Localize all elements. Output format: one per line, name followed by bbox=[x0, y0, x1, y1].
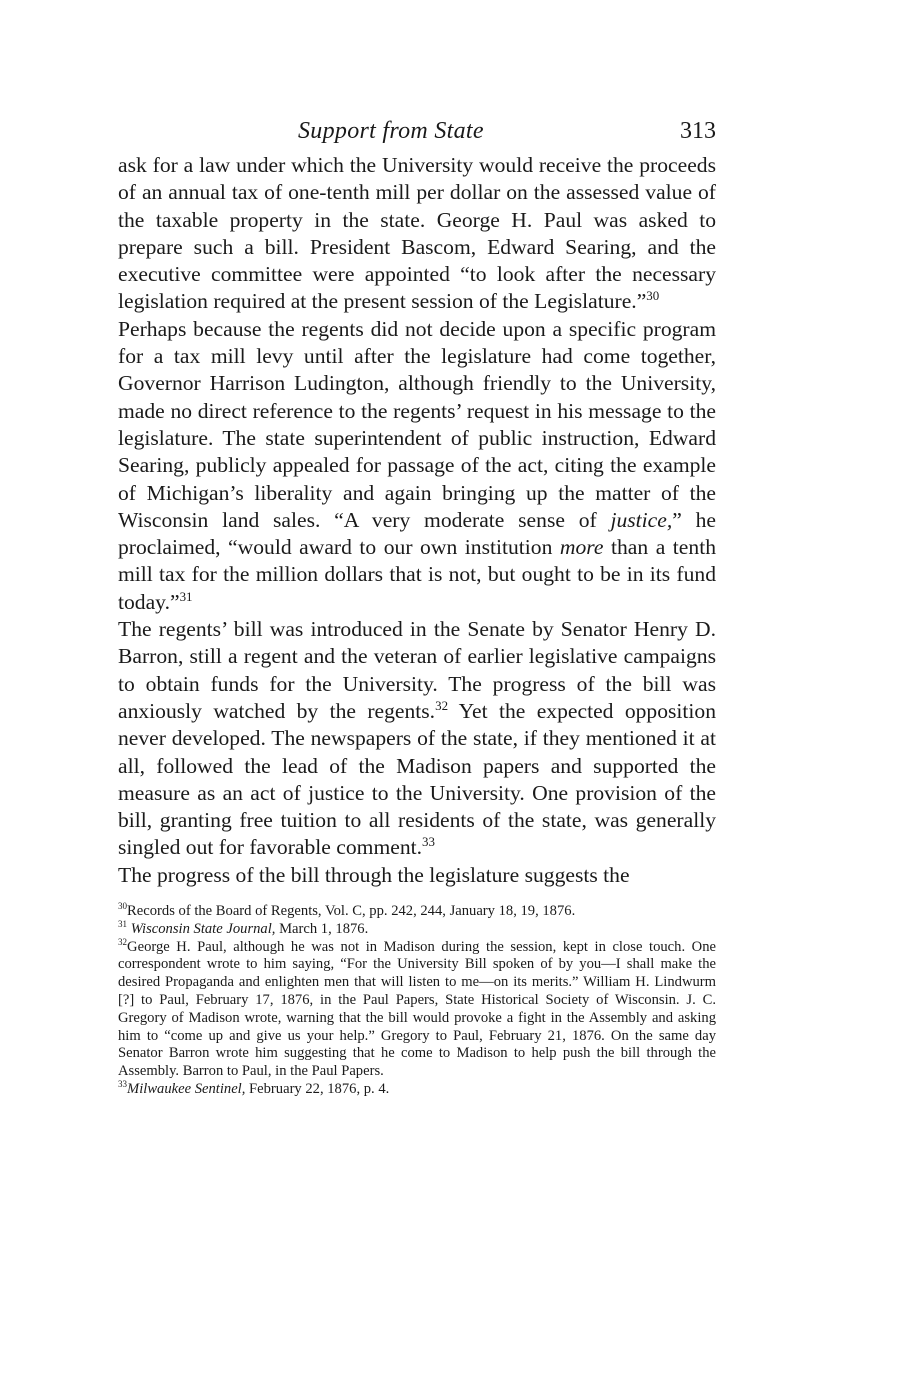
paragraph-4 bbox=[118, 862, 716, 889]
footnote-33-mark: 33 bbox=[118, 1079, 128, 1090]
paragraph-2-part-b: ” he proclaimed, “would award to our own institution bbox=[118, 507, 716, 560]
paragraph-1 bbox=[118, 152, 716, 316]
page-number: 313 bbox=[680, 118, 716, 144]
paragraph-3-part-a: The regents’ bill was introduced in the Senate by Senator Henry D. Barron, still a regent and the veteran of earlier legislative campaigns to obtain funds for the University. The progress of the bill was anxiously watched by the regents. bbox=[118, 617, 716, 723]
running-title: Support from State bbox=[298, 118, 484, 144]
footnote-32-text: George H. Paul, although he was not in Madison during the session, kept in close touch. One correspondent wrote to him saying, “For the University Bill spoken of by you—I shall make the desired Propaganda and enlighten men that will listen to me—on its merits.” William H. Lindwurm [?] to Paul, February 17, 1876, in the Paul Papers, State Historical Society of Wisconsin. J. C. Gregory of Madison wrote, warning that the bill would provoke a fight in the Assembly and asking him to “come up and give us your help.” Gregory to Paul, February 21, 1876. On the same day Senator Barron wrote him suggesting that he come to Madison to help push the bill through the Assembly. Barron to Paul, in the Paul Papers. bbox=[118, 938, 716, 1080]
paragraph-4-text: The progress of the bill through the legislature suggests the bbox=[118, 862, 630, 887]
footnotes bbox=[118, 903, 716, 1099]
emphasis-justice: justice, bbox=[610, 507, 673, 532]
note-ref-31: 31 bbox=[179, 588, 193, 604]
paragraph-2-part-a: Perhaps because the regents did not decide upon a specific program for a tax mill levy until after the legislature had come together, Governor Harrison Ludington, although friendly to the University, made no direct reference to the regents’ request in his message to the legislature. The state superintendent of public instruction, Edward Searing, publicly appealed for passage of the act, citing the example of Michigan’s liberality and again bringing up the matter of the Wisconsin land sales. “A very moderate sense of bbox=[118, 316, 716, 532]
paragraph-2-part-c: than a tenth mill tax for the million dollars that is not, but ought to be in its fund today.” bbox=[118, 535, 716, 614]
footnote-33-text: February 22, 1876, p. 4. bbox=[245, 1080, 390, 1097]
footnote-32 bbox=[118, 936, 716, 1081]
footnote-33 bbox=[118, 1081, 716, 1099]
footnote-32-mark: 32 bbox=[118, 936, 128, 947]
footnote-30 bbox=[118, 903, 716, 921]
footnote-31 bbox=[118, 918, 716, 939]
paragraph-3-part-b: Yet the expected opposition never developed. The newspapers of the state, if they mentioned it at all, followed the lead of the Madison papers and supported the measure as an act of justice to the University. One provision of the bill, granting free tuition to all residents of the state, was generally singled out for favorable comment. bbox=[118, 698, 716, 860]
paragraph-2 bbox=[118, 316, 716, 616]
paragraph-3 bbox=[118, 616, 716, 862]
footnote-33-title: Milwaukee Sentinel, bbox=[127, 1080, 246, 1097]
footnote-31-text: March 1, 1876. bbox=[275, 920, 369, 937]
footnote-30-mark: 30 bbox=[118, 901, 128, 912]
book-page bbox=[118, 112, 716, 1099]
footnote-30-text: Records of the Board of Regents, Vol. C, pp. 242, 244, January 18, 19, 1876. bbox=[127, 903, 576, 920]
emphasis-more: more bbox=[559, 535, 604, 560]
note-ref-30: 30 bbox=[646, 288, 660, 304]
body-text bbox=[118, 152, 716, 889]
running-head bbox=[118, 112, 716, 152]
footnote-31-title: Wisconsin State Journal, bbox=[130, 920, 276, 937]
footnote-31-mark: 31 bbox=[118, 918, 128, 929]
note-ref-33: 33 bbox=[422, 834, 435, 850]
note-ref-32: 32 bbox=[435, 697, 449, 713]
paragraph-1-text: ask for a law under which the University would receive the proceeds of an annual tax of one-tenth mill per dollar on the assessed value of the taxable property in the state. George H. Paul was asked to prepare such a bill. President Bascom, Edward Searing, and the executive committee were appointed “to look after the necessary legislation required at the present session of the Legislature.” bbox=[118, 153, 716, 314]
